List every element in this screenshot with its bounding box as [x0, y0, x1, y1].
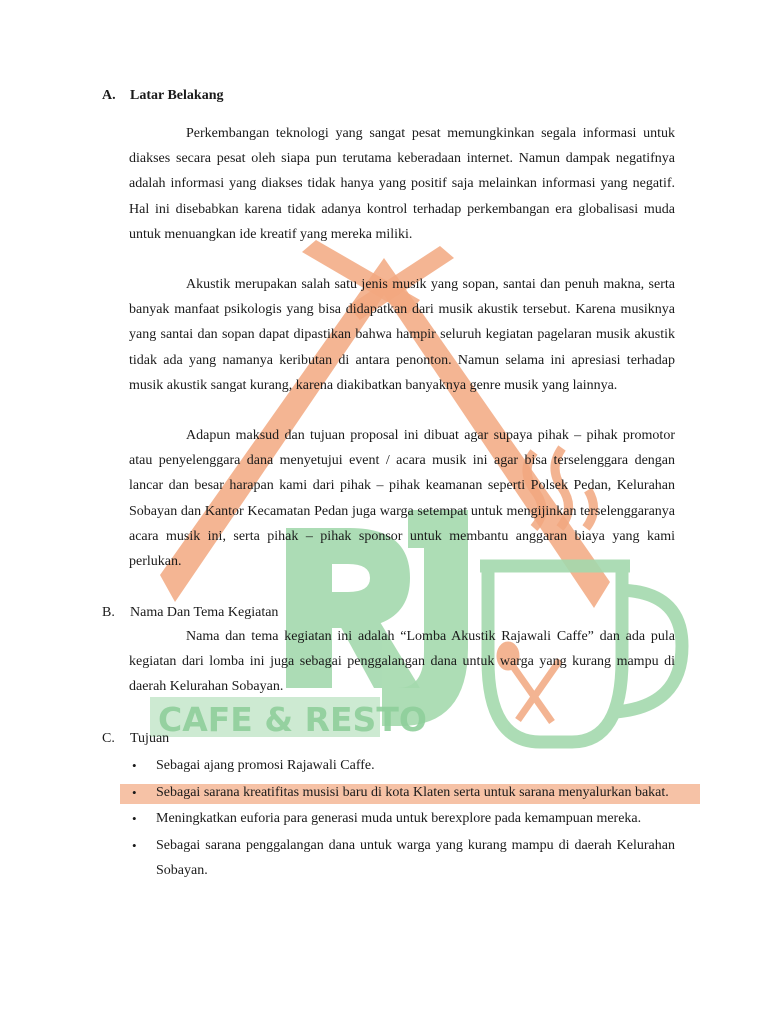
list-item-text: Sebagai sarana penggalangan dana untuk warga yang kurang mampu di daerah Kelurahan Sobayan.: [156, 838, 675, 879]
section-b-paragraph: Nama dan tema kegiatan ini adalah “Lomba Akustik Rajawali Caffe” dan ada pula kegiatan dari lomba ini juga sebagai penggalangan dana untuk warga yang kurang mampu di daerah Kelurahan Sobayan.: [129, 629, 675, 695]
bullet-icon: •: [132, 838, 137, 854]
bullet-icon: •: [132, 784, 137, 800]
section-a-paragraph-3: Adapun maksud dan tujuan proposal ini dibuat agar supaya pihak – pihak promotor atau penyelenggara dana menyetujui event / acara musik ini agar bisa terselenggara dengan lancar dan besar harapan kami dari pihak – pihak keamanan seperti Polsek Pedan, Kelurahan Sobayan dan Kantor Kecamatan Pedan juga warga setempat untuk mengijinkan terselenggaranya acara musik ini, serta pihak – pihak sponsor untuk membantu anggaran biaya yang kami perlukan.: [129, 428, 675, 570]
section-c-number: C.: [102, 731, 115, 746]
logo-tagline: CAFE & RESTO: [158, 700, 427, 739]
section-b-title: Nama Dan Tema Kegiatan: [130, 605, 279, 620]
bullet-icon: •: [132, 811, 137, 827]
section-b-heading: [102, 605, 278, 621]
list-item: [129, 753, 675, 778]
section-a-number: A.: [102, 88, 116, 103]
section-a-paragraph-2: Akustik merupakan salah satu jenis musik yang sopan, santai dan penuh makna, serta banyak manfaat psikologis yang bisa didapatkan dari musik akustik tersebut. Karena musiknya yang santai dan sopan dapat dipastikan bahwa hampir seluruh kegiatan pagelaran musik akustik tidak ada yang namanya keributan di antara penonton. Namun selama ini apresiasi terhadap musik akustik sangat kurang, karena diakibatkan banyaknya genre musik yang lainnya.: [129, 277, 675, 393]
section-a-heading: [102, 88, 223, 104]
bullet-icon: •: [132, 758, 137, 773]
list-item: [129, 806, 675, 831]
section-b-number: B.: [102, 605, 115, 620]
tujuan-list: [129, 753, 675, 885]
list-item-text: Sebagai ajang promosi Rajawali Caffe.: [156, 758, 375, 773]
list-item: [129, 833, 675, 883]
list-item: [129, 780, 675, 805]
section-c-title: Tujuan: [130, 731, 170, 746]
list-item-text: Meningkatkan euforia para generasi muda untuk berexplore pada kemampuan mereka.: [156, 811, 642, 827]
section-c-heading: [102, 731, 169, 747]
section-a-title: Latar Belakang: [130, 88, 224, 103]
section-a-paragraph-1: Perkembangan teknologi yang sangat pesat memungkinkan segala informasi untuk diakses secara pesat oleh siapa pun terutama keberadaan internet. Namun dampak negatifnya adalah informasi yang diakses tidak hanya yang positif saja melainkan informasi yang negatif. Hal ini disebabkan karena tidak adanya kontrol terhadap perkembangan era globalisasi muda untuk menuangkan ide kreatif yang mereka miliki.: [129, 126, 675, 242]
list-item-text: Sebagai sarana kreatifitas musisi baru di kota Klaten serta untuk sarana menyalurkan bakat.: [156, 784, 669, 800]
